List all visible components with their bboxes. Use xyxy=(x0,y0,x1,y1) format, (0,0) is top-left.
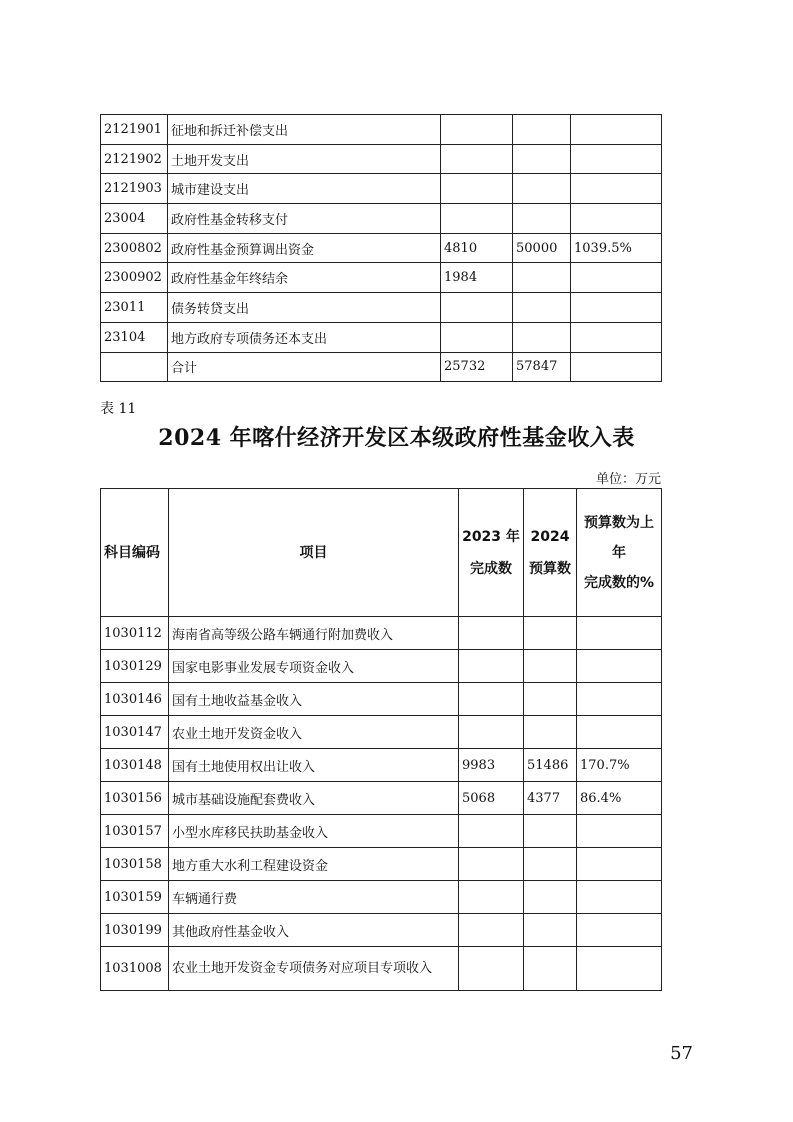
table-row xyxy=(101,815,662,848)
table-row xyxy=(101,782,662,815)
item-cell: 城市建设支出 xyxy=(168,174,441,204)
code-cell: 23011 xyxy=(101,293,168,323)
budget-cell: 51486 xyxy=(524,749,577,782)
header-prev-year-line2: 完成数 xyxy=(470,560,512,577)
item-cell: 合计 xyxy=(168,352,441,382)
ratio-cell xyxy=(571,204,662,234)
ratio-cell xyxy=(577,683,662,716)
ratio-cell: 170.7% xyxy=(577,749,662,782)
ratio-cell xyxy=(577,650,662,683)
budget-cell xyxy=(513,204,571,234)
ratio-cell xyxy=(577,617,662,650)
table-row xyxy=(101,174,662,204)
prev-year-cell xyxy=(459,914,524,947)
budget-cell xyxy=(513,263,571,293)
prev-year-cell xyxy=(441,174,513,204)
table-row xyxy=(101,352,662,382)
table-row xyxy=(101,204,662,234)
page-number: 57 xyxy=(670,1043,693,1064)
item-cell: 地方政府专项债务还本支出 xyxy=(168,322,441,352)
item-cell: 国有土地使用权出让收入 xyxy=(169,749,459,782)
expenditure-table-body xyxy=(101,115,662,382)
table-header-row xyxy=(101,489,662,617)
table-row xyxy=(101,947,662,991)
ratio-cell xyxy=(571,174,662,204)
budget-cell xyxy=(513,144,571,174)
header-budget-line2: 预算数 xyxy=(529,560,571,577)
header-code: 科目编码 xyxy=(101,489,169,617)
prev-year-cell xyxy=(459,881,524,914)
header-item: 项目 xyxy=(169,489,459,617)
header-ratio-line3: 完成数的% xyxy=(583,574,655,591)
table-row xyxy=(101,233,662,263)
table-row xyxy=(101,683,662,716)
code-cell: 1030148 xyxy=(101,749,169,782)
prev-year-cell: 9983 xyxy=(459,749,524,782)
prev-year-cell: 4810 xyxy=(441,233,513,263)
unit-note: 单位：万元 xyxy=(595,472,661,487)
table-row xyxy=(101,293,662,323)
header-ratio-line1: 预算数为上 xyxy=(584,514,654,531)
budget-cell xyxy=(513,174,571,204)
item-cell: 债务转贷支出 xyxy=(168,293,441,323)
code-cell: 2121901 xyxy=(101,115,168,145)
prev-year-cell xyxy=(441,144,513,174)
code-cell: 23004 xyxy=(101,204,168,234)
code-cell: 1030112 xyxy=(101,617,169,650)
code-cell: 2121902 xyxy=(101,144,168,174)
table-row xyxy=(101,914,662,947)
table-row xyxy=(101,115,662,145)
ratio-cell xyxy=(577,716,662,749)
ratio-cell xyxy=(577,914,662,947)
ratio-cell xyxy=(571,115,662,145)
prev-year-cell xyxy=(441,204,513,234)
prev-year-cell xyxy=(441,293,513,323)
code-cell: 1030158 xyxy=(101,848,169,881)
ratio-cell: 1039.5% xyxy=(571,233,662,263)
table-row xyxy=(101,144,662,174)
budget-cell: 4377 xyxy=(524,782,577,815)
budget-cell xyxy=(524,716,577,749)
expenditure-table-continued xyxy=(100,114,662,382)
table-row xyxy=(101,848,662,881)
code-cell: 23104 xyxy=(101,322,168,352)
prev-year-cell: 5068 xyxy=(459,782,524,815)
prev-year-cell xyxy=(459,716,524,749)
code-cell: 2300802 xyxy=(101,233,168,263)
prev-year-cell xyxy=(459,683,524,716)
code-cell xyxy=(101,352,168,382)
code-cell: 1031008 xyxy=(101,947,169,991)
ratio-cell: 86.4% xyxy=(577,782,662,815)
code-cell: 1030157 xyxy=(101,815,169,848)
header-prev-year xyxy=(459,489,524,617)
table-row xyxy=(101,322,662,352)
budget-cell xyxy=(524,848,577,881)
code-cell: 1030199 xyxy=(101,914,169,947)
item-cell: 国有土地收益基金收入 xyxy=(169,683,459,716)
prev-year-cell xyxy=(459,815,524,848)
code-cell: 2300902 xyxy=(101,263,168,293)
table-row xyxy=(101,716,662,749)
item-cell: 征地和拆迁补偿支出 xyxy=(168,115,441,145)
prev-year-cell xyxy=(459,617,524,650)
ratio-cell xyxy=(571,322,662,352)
code-cell: 1030156 xyxy=(101,782,169,815)
budget-cell xyxy=(513,115,571,145)
budget-cell: 57847 xyxy=(513,352,571,382)
ratio-cell xyxy=(571,144,662,174)
ratio-cell xyxy=(571,293,662,323)
item-cell: 国家电影事业发展专项资金收入 xyxy=(169,650,459,683)
item-cell: 地方重大水利工程建设资金 xyxy=(169,848,459,881)
code-cell: 1030159 xyxy=(101,881,169,914)
code-cell: 1030146 xyxy=(101,683,169,716)
table-row xyxy=(101,617,662,650)
item-cell: 政府性基金转移支付 xyxy=(168,204,441,234)
prev-year-cell xyxy=(459,650,524,683)
budget-cell xyxy=(524,650,577,683)
budget-cell: 50000 xyxy=(513,233,571,263)
header-ratio-line2: 年 xyxy=(612,544,626,561)
prev-year-cell xyxy=(441,322,513,352)
code-cell: 2121903 xyxy=(101,174,168,204)
item-cell: 农业土地开发资金专项债务对应项目专项收入 xyxy=(169,947,459,991)
item-cell: 农业土地开发资金收入 xyxy=(169,716,459,749)
header-prev-year-line1: 2023 年 xyxy=(462,528,520,545)
table-row xyxy=(101,650,662,683)
code-cell: 1030129 xyxy=(101,650,169,683)
table-row xyxy=(101,881,662,914)
item-cell: 车辆通行费 xyxy=(169,881,459,914)
prev-year-cell xyxy=(459,947,524,991)
prev-year-cell xyxy=(459,848,524,881)
prev-year-cell: 25732 xyxy=(441,352,513,382)
item-cell: 小型水库移民扶助基金收入 xyxy=(169,815,459,848)
table-row xyxy=(101,263,662,293)
prev-year-cell: 1984 xyxy=(441,263,513,293)
header-budget xyxy=(524,489,577,617)
prev-year-cell xyxy=(441,115,513,145)
item-cell: 政府性基金年终结余 xyxy=(168,263,441,293)
item-cell: 城市基础设施配套费收入 xyxy=(169,782,459,815)
table-number-label: 表 11 xyxy=(100,401,137,417)
budget-cell xyxy=(524,947,577,991)
budget-cell xyxy=(524,881,577,914)
header-ratio xyxy=(577,489,662,617)
item-cell: 海南省高等级公路车辆通行附加费收入 xyxy=(169,617,459,650)
table-title: 2024 年喀什经济开发区本级政府性基金收入表 xyxy=(158,425,635,451)
budget-cell xyxy=(524,815,577,848)
ratio-cell xyxy=(577,881,662,914)
ratio-cell xyxy=(571,352,662,382)
fund-revenue-table xyxy=(100,488,662,991)
code-cell: 1030147 xyxy=(101,716,169,749)
budget-cell xyxy=(524,683,577,716)
ratio-cell xyxy=(577,815,662,848)
budget-cell xyxy=(524,914,577,947)
table-row xyxy=(101,749,662,782)
item-cell: 土地开发支出 xyxy=(168,144,441,174)
budget-cell xyxy=(513,293,571,323)
budget-cell xyxy=(513,322,571,352)
header-budget-line1: 2024 xyxy=(530,528,570,545)
fund-revenue-table-body xyxy=(101,617,662,991)
ratio-cell xyxy=(571,263,662,293)
ratio-cell xyxy=(577,947,662,991)
item-cell: 政府性基金预算调出资金 xyxy=(168,233,441,263)
budget-cell xyxy=(524,617,577,650)
ratio-cell xyxy=(577,848,662,881)
item-cell: 其他政府性基金收入 xyxy=(169,914,459,947)
